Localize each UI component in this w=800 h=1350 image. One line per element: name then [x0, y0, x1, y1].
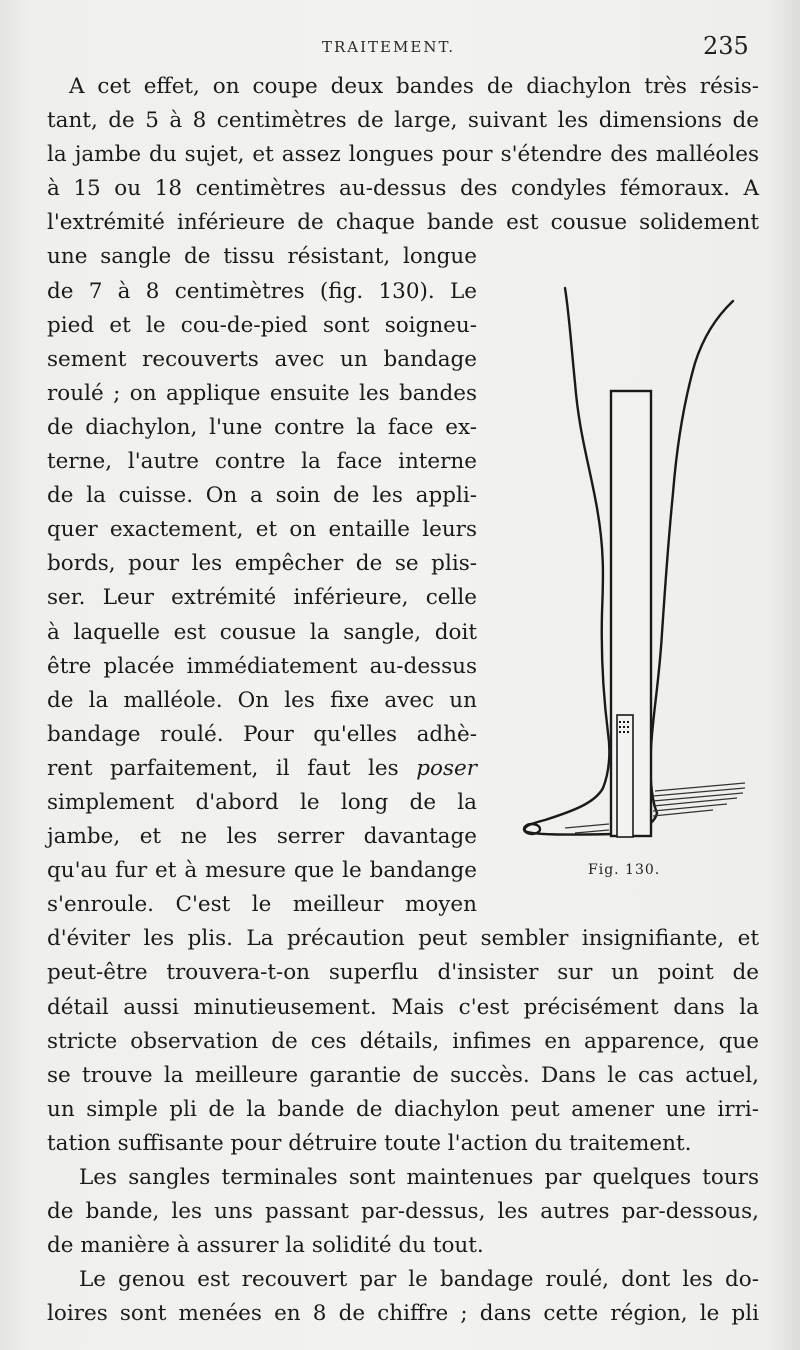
text-line: jambe, et ne les serrer davantage [47, 824, 477, 850]
text-line: à laquelle est cousue la sangle, doit [47, 619, 477, 645]
text-line: se trouve la meilleure garantie de succès. Dans le cas actuel, [47, 1062, 759, 1088]
running-head [0, 32, 800, 64]
text-line: Les sangles terminales sont maintenues par quelques tours [79, 1165, 759, 1190]
paragraph-3 [47, 1263, 759, 1331]
text-line: à 15 ou 18 centimètres au-dessus des condyles fémoraux. A [47, 176, 759, 202]
text-line: de diachylon, l'une contre la face ex- [47, 414, 477, 440]
text-line: de manière à assurer la solidité du tout. [47, 1233, 484, 1259]
text-line: Le genou est recouvert par le bandage roulé, dont les do- [79, 1267, 759, 1293]
text-line: stricte observation de ces détails, infimes en apparence, que [47, 1028, 759, 1054]
text-line: d'éviter les plis. La précaution peut sembler insignifiante, et [47, 926, 759, 952]
running-title: TRAITEMENT. [322, 38, 456, 56]
text-line: être placée immédiatement au-dessus [47, 653, 477, 679]
emphasized-word: poser [416, 755, 477, 781]
text-line: simplement d'abord le long de la [47, 789, 477, 815]
text-line: terne, l'autre contre la face interne [47, 449, 477, 475]
text-line: A cet effet, on coupe deux bandes de diachylon très résis- [69, 74, 759, 99]
text-line: une sangle de tissu résistant, longue [47, 244, 477, 270]
text-line: de 7 à 8 centimètres (fig. 130). Le [47, 278, 477, 304]
text-line: tation suffisante pour détruire toute l'action du traitement. [47, 1130, 692, 1156]
leg-with-splint-illustration [505, 283, 760, 893]
page-number: 235 [703, 32, 749, 60]
text-line: l'extrémité inférieure de chaque bande est cousue solidement [47, 210, 759, 236]
text-line: s'enroule. C'est le meilleur moyen [47, 892, 477, 918]
text-line: roulé ; on applique ensuite les bandes [47, 380, 477, 406]
text-line: pied et le cou-de-pied sont soigneu- [47, 312, 477, 338]
text-line-with-emphasis [47, 752, 477, 786]
text-line: bords, pour les empêcher de se plis- [47, 551, 477, 577]
paragraph-2 [47, 1161, 759, 1263]
figure-caption: Fig. 130. [588, 862, 661, 878]
text-line: de la cuisse. On a soin de les appli- [47, 483, 477, 509]
text-line: loires sont menées en 8 de chiffre ; dans cette région, le pli [47, 1301, 759, 1327]
text-line: quer exactement, et on entaille leurs [47, 517, 477, 543]
text-line: de la malléole. On les fixe avec un [47, 687, 477, 713]
text-line: qu'au fur et à mesure que le bandange [47, 858, 477, 884]
text-line: de bande, les uns passant par-dessus, les autres par-dessous, [47, 1199, 759, 1225]
text-segment: rent parfaitement, il faut les [47, 755, 417, 781]
text-line: bandage roulé. Pour qu'elles adhè- [47, 721, 477, 747]
text-line: détail aussi minutieusement. Mais c'est précisément dans la [47, 994, 759, 1020]
text-line: la jambe du sujet, et assez longues pour s'étendre des malléoles [47, 142, 759, 168]
text-line: sement recouverts avec un bandage [47, 346, 477, 372]
text-line: un simple pli de la bande de diachylon peut amener une irri- [47, 1096, 759, 1122]
text-line: ser. Leur extrémité inférieure, celle [47, 585, 477, 611]
text-line: tant, de 5 à 8 centimètres de large, suivant les dimensions de [47, 108, 759, 134]
text-line: peut-être trouvera-t-on superflu d'insister sur un point de [47, 960, 759, 986]
